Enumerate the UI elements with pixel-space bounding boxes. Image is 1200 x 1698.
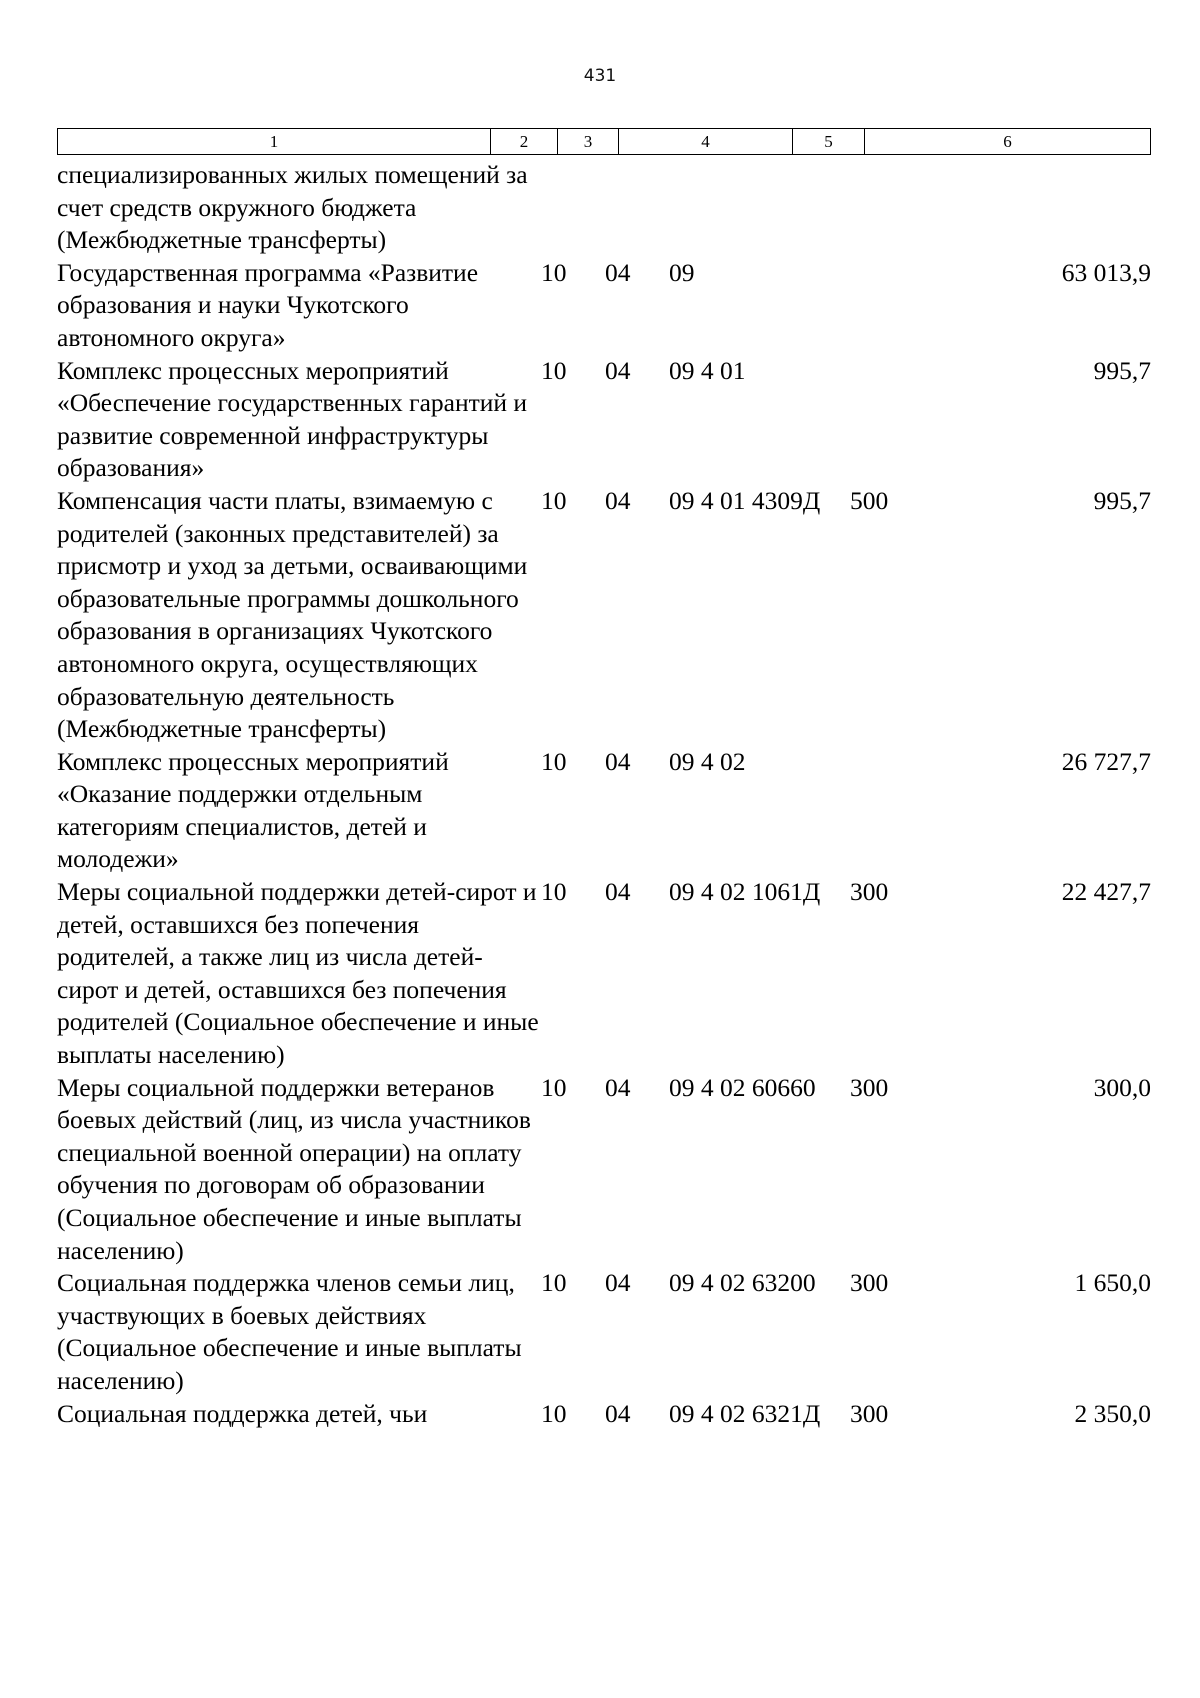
- row-section: 10: [541, 355, 567, 385]
- row-section: [539, 159, 589, 257]
- row-section: 10: [541, 1398, 567, 1428]
- row-subsection: 04: [605, 877, 631, 907]
- table-row: [57, 1398, 1151, 1431]
- row-description: Комплекс процессных мероприятий «Обеспечение государственных гарантий и развитие современной инфраструктуры образования»: [57, 355, 528, 483]
- row-subsection: 04: [605, 1072, 631, 1102]
- row-amount: 995,7: [1093, 485, 1151, 515]
- row-description: Социальная поддержка членов семьи лиц, участвующих в боевых действиях (Социальное обеспечение и иные выплаты населению): [57, 1268, 522, 1395]
- row-section: 10: [541, 485, 567, 515]
- table-row: [57, 876, 1151, 1072]
- row-expense-type: 300: [850, 1268, 889, 1298]
- row-section: 10: [541, 746, 567, 776]
- row-expense-type: [844, 257, 921, 355]
- row-section: 10: [541, 877, 567, 907]
- row-expense-type: 500: [850, 485, 889, 515]
- header-col-5: 5: [793, 129, 865, 154]
- row-amount: 300,0: [1093, 1072, 1151, 1102]
- row-expense-type: [844, 746, 921, 876]
- table-body: [57, 159, 1151, 1430]
- row-amount: 2 350,0: [1074, 1398, 1151, 1428]
- row-target-code: 09 4 02 1061Д: [669, 877, 821, 907]
- row-amount: [921, 159, 1151, 257]
- header-col-3: 3: [558, 129, 619, 154]
- row-target-code: 09 4 02 6321Д: [669, 1398, 821, 1428]
- row-amount: 1 650,0: [1074, 1268, 1151, 1298]
- row-section: 10: [541, 1072, 567, 1102]
- row-amount: 22 427,7: [1061, 877, 1151, 907]
- row-expense-type: 300: [850, 1072, 889, 1102]
- row-section: 10: [541, 1268, 567, 1298]
- table-row: [57, 1072, 1151, 1268]
- row-expense-type: 300: [850, 1398, 889, 1428]
- table-row: [57, 746, 1151, 876]
- row-target-code: 09 4 01 4309Д: [669, 485, 821, 515]
- row-subsection: 04: [605, 746, 631, 776]
- row-expense-type: 300: [850, 877, 889, 907]
- header-col-1: 1: [58, 129, 491, 154]
- header-col-2: 2: [491, 129, 558, 154]
- row-description: Меры социальной поддержки ветеранов боевых действий (лиц, из числа участников специальной военной операции) на оплату обучения по договорам об образовании (Социальное обеспечение и иные выплаты населению): [57, 1072, 531, 1265]
- row-description: Комплекс процессных мероприятий «Оказание поддержки отдельным категориям специалистов, детей и молодежи»: [57, 746, 449, 874]
- row-description: Меры социальной поддержки детей-сирот и детей, оставшихся без попечения родителей, а также лиц из числа детей-сирот и детей, оставшихся без попечения родителей (Социальное обеспечение и иные выплаты населению): [57, 877, 539, 1070]
- row-description: Социальная поддержка детей, чьи: [57, 1398, 428, 1428]
- row-subsection: 04: [605, 485, 631, 515]
- row-target-code: 09: [669, 257, 695, 287]
- table-row: [57, 159, 1151, 257]
- header-col-6: 6: [1003, 132, 1012, 151]
- row-description: Компенсация части платы, взимаемую с родителей (законных представителей) за присмотр и уход за детьми, осваивающими образовательные программы дошкольного образования в организациях Чукотского автономного округа, осуществляющих образовательную деятельность (Межбюджетные трансферты): [57, 485, 528, 744]
- row-description: Государственная программа «Развитие образования и науки Чукотского автономного округа»: [57, 257, 479, 352]
- table-row: [57, 1267, 1151, 1397]
- row-description: специализированных жилых помещений за счет средств окружного бюджета (Межбюджетные трансферты): [57, 160, 528, 255]
- row-subsection: 04: [605, 355, 631, 385]
- row-subsection: 04: [605, 1268, 631, 1298]
- header-col-4: 4: [619, 129, 793, 154]
- row-amount: 26 727,7: [1061, 746, 1151, 776]
- table-row: [57, 485, 1151, 746]
- row-expense-type: [844, 355, 921, 485]
- row-expense-type: [844, 159, 921, 257]
- row-subsection: 04: [605, 257, 631, 287]
- row-target-code: 09 4 01: [669, 355, 746, 385]
- row-target-code: 09 4 02 63200: [669, 1268, 816, 1298]
- row-amount: 995,7: [1093, 355, 1151, 385]
- row-subsection: [589, 159, 658, 257]
- row-amount: 63 013,9: [1061, 257, 1151, 287]
- row-subsection: 04: [605, 1398, 631, 1428]
- row-section: 10: [541, 257, 567, 287]
- row-target-code: [658, 159, 844, 257]
- table-row: [57, 355, 1151, 485]
- page-number: 431: [583, 66, 617, 86]
- table-row: [57, 257, 1151, 355]
- row-target-code: 09 4 02 60660: [669, 1072, 816, 1102]
- table-header: [57, 128, 1151, 155]
- row-target-code: 09 4 02: [669, 746, 746, 776]
